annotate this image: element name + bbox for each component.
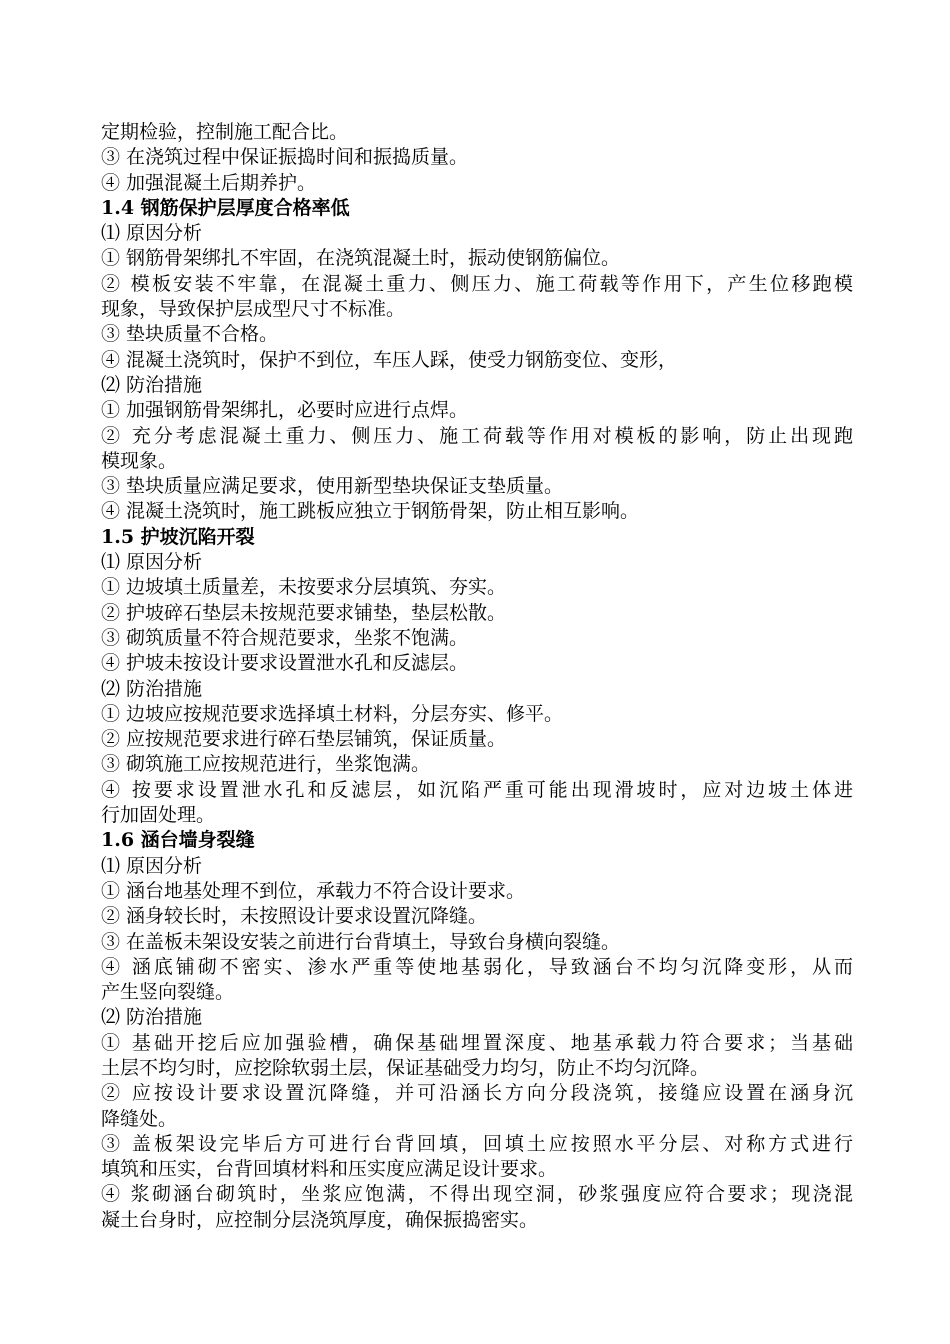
text-line: 模现象。 — [101, 449, 178, 472]
text-line: ① 边坡应按规范要求选择填土材料，分层夯实、修平。 — [101, 702, 564, 725]
text-line: ⑵ 防治措施 — [101, 677, 203, 700]
text-line: ① 加强钢筋骨架绑扎，必要时应进行点焊。 — [101, 399, 469, 422]
text-line: ③ 在盖板未架设安装之前进行台背填土，导致台身横向裂缝。 — [101, 930, 621, 953]
text-line: ④ 涵底铺砌不密实、渗水严重等使地基弱化，导致涵台不均匀沉降变形，从而 — [101, 955, 853, 978]
text-line: ① 基础开挖后应加强验槽，确保基础埋置深度、地基承载力符合要求；当基础 — [101, 1031, 853, 1054]
text-line: 土层不均匀时，应挖除软弱土层，保证基础受力均匀，防止不均匀沉降。 — [101, 1056, 710, 1079]
text-line: 产生竖向裂缝。 — [101, 981, 235, 1004]
text-line: 填筑和压实，台背回填材料和压实度应满足设计要求。 — [101, 1158, 558, 1181]
document-body — [101, 120, 853, 1233]
text-line: ③ 在浇筑过程中保证振捣时间和振捣质量。 — [101, 146, 469, 169]
section-heading: 1.4 钢筋保护层厚度合格率低 — [101, 196, 350, 219]
text-line: ④ 护坡未按设计要求设置泄水孔和反滤层。 — [101, 652, 469, 675]
text-line: ③ 垫块质量不合格。 — [101, 323, 279, 346]
text-line: ① 钢筋骨架绑扎不牢固，在浇筑混凝土时，振动使钢筋偏位。 — [101, 247, 621, 270]
text-line: ④ 加强混凝土后期养护。 — [101, 171, 317, 194]
text-line: ④ 混凝土浇筑时，保护不到位，车压人踩，使受力钢筋变位、变形， — [101, 348, 678, 371]
text-line: ⑴ 原因分析 — [101, 551, 203, 574]
text-line: 行加固处理。 — [101, 804, 216, 827]
text-line: ② 应按设计要求设置沉降缝，并可沿涵长方向分段浇筑，接缝应设置在涵身沉 — [101, 1082, 853, 1105]
text-line: ① 涵台地基处理不到位，承载力不符合设计要求。 — [101, 879, 526, 902]
text-line: ③ 盖板架设完毕后方可进行台背回填，回填土应按照水平分层、对称方式进行 — [101, 1132, 853, 1155]
text-line: ⑴ 原因分析 — [101, 222, 203, 245]
text-line: 定期检验，控制施工配合比。 — [101, 121, 349, 143]
text-line: ③ 砌筑质量不符合规范要求，坐浆不饱满。 — [101, 626, 469, 649]
text-line: ② 模板安装不牢靠，在混凝土重力、侧压力、施工荷载等作用下，产生位移跑模 — [101, 272, 853, 295]
text-line: ② 护坡碎石垫层未按规范要求铺垫，垫层松散。 — [101, 601, 507, 624]
text-line: ④ 按要求设置泄水孔和反滤层，如沉陷严重可能出现滑坡时，应对边坡土体进 — [101, 778, 853, 801]
text-line: ① 边坡填土质量差，未按要求分层填筑、夯实。 — [101, 576, 507, 599]
section-heading: 1.5 护坡沉陷开裂 — [101, 525, 255, 548]
text-line: ② 涵身较长时，未按照设计要求设置沉降缝。 — [101, 905, 488, 928]
text-line: 降缝处。 — [101, 1107, 178, 1130]
text-line: ② 充分考虑混凝土重力、侧压力、施工荷载等作用对模板的影响，防止出现跑 — [101, 424, 853, 447]
text-line: ③ 砌筑施工应按规范进行，坐浆饱满。 — [101, 753, 431, 776]
text-line: ③ 垫块质量应满足要求，使用新型垫块保证支垫质量。 — [101, 475, 564, 498]
text-line: ⑵ 防治措施 — [101, 1006, 203, 1029]
text-line: ④ 混凝土浇筑时，施工跳板应独立于钢筋骨架，防止相互影响。 — [101, 500, 640, 523]
section-heading: 1.6 涵台墙身裂缝 — [101, 829, 255, 852]
text-line: ⑴ 原因分析 — [101, 854, 203, 877]
text-line: 凝土台身时，应控制分层浇筑厚度，确保振捣密实。 — [101, 1208, 539, 1231]
text-line: 现象，导致保护层成型尺寸不标准。 — [101, 298, 406, 321]
text-line: ⑵ 防治措施 — [101, 373, 203, 396]
text-line: ④ 浆砌涵台砌筑时，坐浆应饱满，不得出现空洞，砂浆强度应符合要求；现浇混 — [101, 1183, 853, 1206]
text-line: ② 应按规范要求进行碎石垫层铺筑，保证质量。 — [101, 728, 507, 751]
